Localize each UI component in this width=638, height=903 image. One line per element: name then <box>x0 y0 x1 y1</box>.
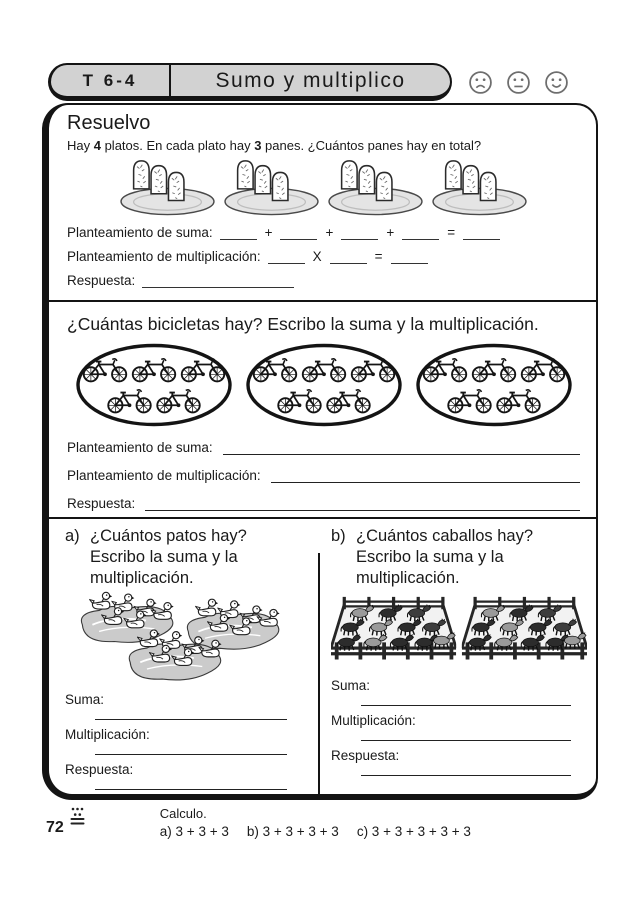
answer-blank <box>402 226 439 240</box>
sad-face-icon <box>468 70 493 95</box>
question-b <box>331 526 587 589</box>
multiplication-label: Planteamiento de multiplicación: <box>67 249 261 264</box>
plates-row <box>67 156 580 216</box>
worksheet-body <box>42 103 598 800</box>
equals-sign: = <box>447 225 456 240</box>
bread-plate-icon <box>325 156 426 216</box>
page-header <box>48 63 569 101</box>
problem-text: platos. En cada plato hay <box>100 138 255 153</box>
calc-item: b) 3 + 3 + 3 + 3 <box>246 824 339 839</box>
item-label: b) <box>331 526 346 545</box>
column-b-horses <box>313 519 597 794</box>
problem-number: 4 <box>93 138 101 153</box>
bread-plate-icon <box>429 156 530 216</box>
question-b-lines <box>356 526 533 589</box>
answer-blank <box>280 226 317 240</box>
bread-plate-icon <box>221 156 322 216</box>
bicycle-group-icon <box>74 343 234 427</box>
question-line: multiplicación. <box>356 568 460 587</box>
respuesta-label: Respuesta: <box>331 748 400 763</box>
bicycle-question: ¿Cuántas bicicletas hay? Escribo la suma y la multiplicación. <box>67 314 539 335</box>
item-label: a) <box>65 526 80 545</box>
multiplicacion-label: Multiplicación: <box>331 713 416 728</box>
section-heading: Resuelvo <box>67 112 151 134</box>
page-number: 72 <box>46 819 64 836</box>
answer-blank <box>95 707 287 720</box>
answer-blank <box>463 226 500 240</box>
answer-blank <box>220 226 257 240</box>
suma-label: Suma: <box>331 678 371 693</box>
duck-ponds-icon <box>65 591 303 685</box>
bicycle-group-icon <box>414 343 574 427</box>
answer-blank <box>145 508 580 511</box>
question-line: ¿Cuántos caballos hay? <box>356 526 534 545</box>
suma-label: Suma: <box>65 692 105 707</box>
respuesta-label: Respuesta: <box>65 762 134 777</box>
section-resuelvo <box>49 105 596 300</box>
horse-corrals-icon <box>331 591 587 671</box>
multiplicacion-label: Multiplicación: <box>65 727 150 742</box>
answer-blank <box>330 250 367 264</box>
answer-blank <box>95 742 287 755</box>
problem-statement <box>67 138 580 153</box>
bicycle-group-icon <box>244 343 404 427</box>
answer-blank <box>223 452 580 455</box>
respuesta-line <box>67 273 580 288</box>
question-a <box>65 526 303 589</box>
page-title: Sumo y multiplico <box>215 68 406 92</box>
question-line: Escribo la suma y la <box>356 547 504 566</box>
calc-item: c) 3 + 3 + 3 + 3 + 3 <box>356 824 471 839</box>
sum-label: Planteamiento de suma: <box>67 225 213 240</box>
calc-block <box>160 806 471 839</box>
answer-blank <box>142 274 294 288</box>
times-sign: X <box>312 249 322 264</box>
section-ab <box>49 517 596 794</box>
answer-blank <box>361 728 571 741</box>
respuesta-label: Respuesta: <box>67 496 136 512</box>
question-a-lines <box>90 526 247 589</box>
mayan-numeral-icon <box>69 807 86 828</box>
answer-blank <box>271 480 580 483</box>
problem-number: 3 <box>254 138 262 153</box>
answer-blank <box>361 693 571 706</box>
page-number-group <box>46 819 86 837</box>
horses-graphic <box>331 591 587 671</box>
problem-text: Hay <box>67 138 94 153</box>
title-pill <box>48 63 452 101</box>
sum-equation-line <box>67 225 580 240</box>
answer-blank <box>391 250 428 264</box>
answer-blank <box>268 250 305 264</box>
plus-sign: + <box>264 225 273 240</box>
column-a-ducks <box>49 519 313 794</box>
question-line: multiplicación. <box>90 568 194 587</box>
sum-label: Planteamiento de suma: <box>67 440 213 456</box>
sum-line <box>67 428 580 455</box>
equals-sign: = <box>374 249 383 264</box>
respuesta-label: Respuesta: <box>67 273 136 288</box>
plus-sign: + <box>325 225 334 240</box>
section-bicicletas <box>49 300 596 516</box>
bread-plate-icon <box>117 156 218 216</box>
multiplication-equation-line <box>67 249 580 264</box>
happy-face-icon <box>544 70 569 95</box>
calc-heading: Calculo. <box>159 806 207 821</box>
answer-blank <box>95 777 287 790</box>
bicycle-groups <box>67 343 580 427</box>
calc-items <box>160 824 471 839</box>
multiplication-label: Planteamiento de multiplicación: <box>67 468 261 484</box>
question-line: Escribo la suma y la <box>90 547 238 566</box>
problem-text: panes. ¿Cuántos panes hay en total? <box>261 138 482 153</box>
plus-sign: + <box>386 225 395 240</box>
answer-blank <box>361 763 571 776</box>
self-assessment-faces <box>468 70 569 95</box>
page-footer <box>46 806 620 839</box>
multiplication-line <box>67 456 580 483</box>
respuesta-line <box>67 484 580 511</box>
question-line: ¿Cuántos patos hay? <box>90 526 247 545</box>
answer-blank <box>341 226 378 240</box>
calc-item: a) 3 + 3 + 3 <box>159 824 229 839</box>
neutral-face-icon <box>506 70 531 95</box>
unit-tag: T 6-4 <box>51 65 171 96</box>
ducks-graphic <box>65 591 303 685</box>
